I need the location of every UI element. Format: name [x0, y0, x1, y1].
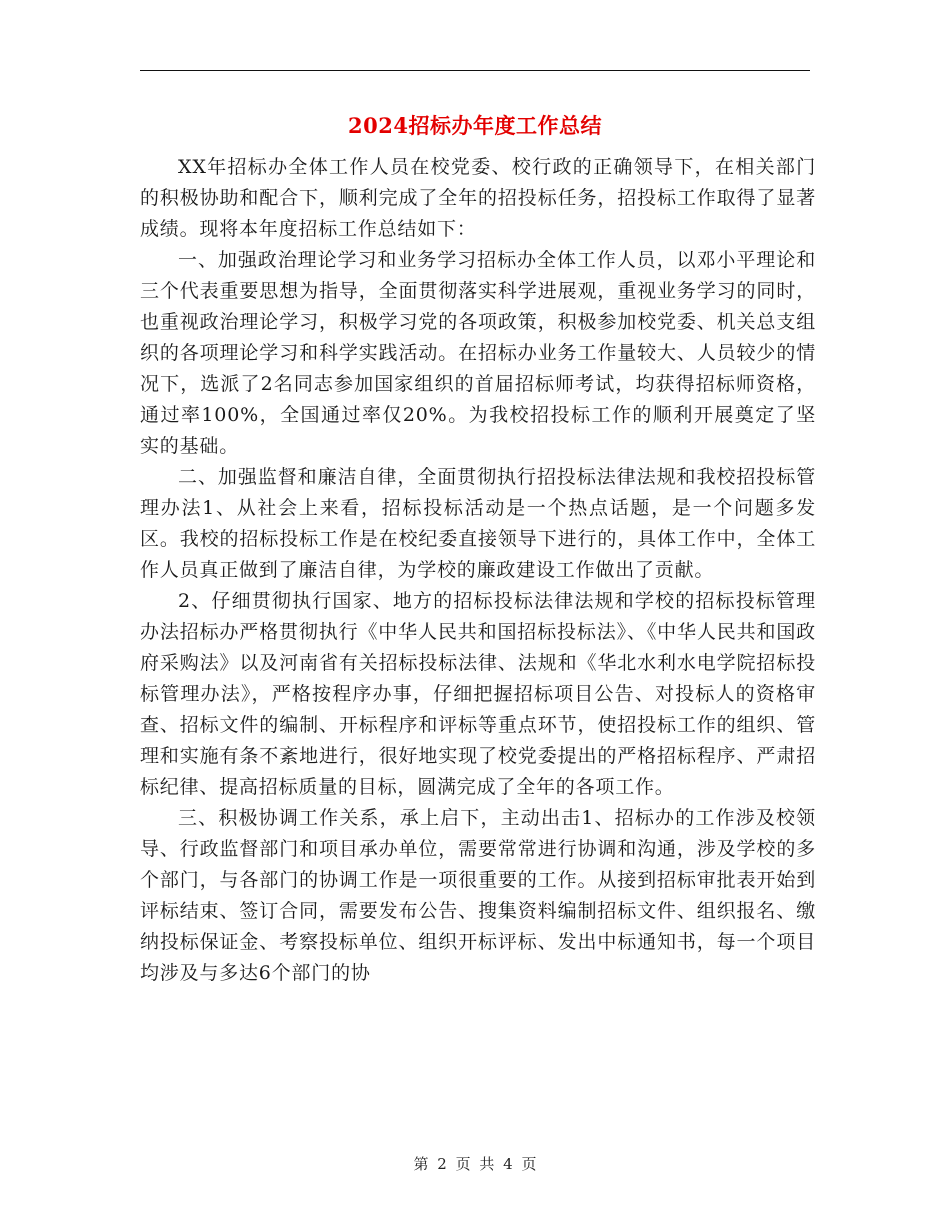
header-rule — [140, 70, 810, 71]
paragraph-intro: XX年招标办全体工作人员在校党委、校行政的正确领导下，在相关部门的积极协助和配合下，顺利完成了全年的招投标任务，招投标工作取得了显著成绩。现将本年度招标工作总结如下： — [140, 156, 816, 240]
paragraph-section-3: 三、积极协调工作关系，承上启下，主动出击1、招标办的工作涉及校领导、行政监督部门和项目承办单位，需要常常进行协调和沟通，涉及学校的多个部门，与各部门的协调工作是一项很重要的工作。从接到招标审批表开始到评标结束、签订合同，需要发布公告、搜集资料编制招标文件、组织报名、缴纳投标保证金、考察投标单位、组织开标评标、发出中标通知书，每一个项目均涉及与多达6个部门的协 — [140, 807, 816, 984]
paragraph-section-2-item-2: 2、仔细贯彻执行国家、地方的招标投标法律法规和学校的招标投标管理办法招标办严格贯彻执行《中华人民共和国招标投标法》、《中华人民共和国政府采购法》以及河南省有关招标投标法律、法规和《华北水利水电学院招标投标管理办法》，严格按程序办事，仔细把握招标项目公告、对投标人的资格审查、招标文件的编制、开标程序和评标等重点环节，使招投标工作的组织、管理和实施有条不紊地进行，很好地实现了校党委提出的严格招标程序、严肃招标纪律、提高招标质量的目标，圆满完成了全年的各项工作。 — [140, 590, 816, 798]
document-body — [140, 152, 816, 989]
paragraph-section-2: 二、加强监督和廉洁自律，全面贯彻执行招投标法律法规和我校招投标管理办法1、从社会上来看，招标投标活动是一个热点话题，是一个问题多发区。我校的招标投标工作是在校纪委直接领导下进行的，具体工作中，全体工作人员真正做到了廉洁自律，为学校的廉政建设工作做出了贡献。 — [140, 466, 816, 581]
paragraph-section-1: 一、加强政治理论学习和业务学习招标办全体工作人员，以邓小平理论和三个代表重要思想为指导，全面贯彻落实科学进展观，重视业务学习的同时，也重视政治理论学习，积极学习党的各项政策，积极参加校党委、机关总支组织的各项理论学习和科学实践活动。在招标办业务工作量较大、人员较少的情况下，选派了2名同志参加国家组织的首届招标师考试，均获得招标师资格，通过率100%，全国通过率仅20%。为我校招投标工作的顺利开展奠定了坚实的基础。 — [140, 249, 816, 457]
document-title: 2024招标办年度工作总结 — [348, 113, 602, 138]
page-footer: 第 2 页 共 4 页 — [413, 1155, 537, 1173]
